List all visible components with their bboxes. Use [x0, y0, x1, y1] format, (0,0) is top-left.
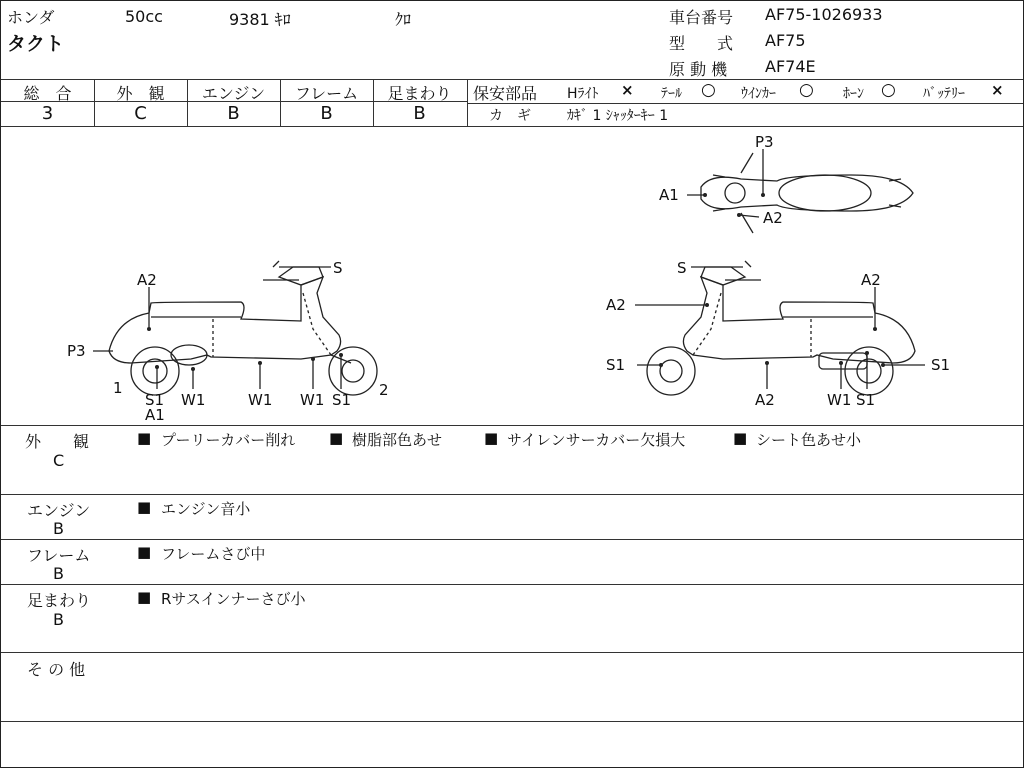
section-grade-suspension: B: [53, 610, 64, 629]
section-label-engine: エンジン: [27, 501, 91, 520]
bullet: ■: [484, 429, 499, 447]
divider: [1, 539, 1023, 540]
bullet: ■: [137, 588, 152, 606]
note-item: サイレンサーカバー欠損大: [507, 431, 686, 449]
divider: [1, 494, 1023, 495]
grade-label-overall: 総 合: [23, 84, 72, 103]
section-label-suspension: 足まわり: [27, 591, 92, 610]
label-a2: A2: [755, 391, 775, 409]
label-p3: P3: [67, 342, 86, 360]
divider: [1, 425, 1023, 426]
note-item: フレームさび中: [161, 545, 266, 563]
frame-no-label: 車台番号: [669, 8, 734, 27]
label-a2: A2: [606, 296, 626, 314]
grade-label-exterior: 外 観: [116, 84, 165, 103]
divider: [1, 721, 1023, 722]
section-grade-exterior: C: [53, 451, 65, 470]
type-label: 型 式: [669, 34, 734, 53]
grade-value-exterior: C: [134, 103, 147, 124]
note-item: 樹脂部色あせ: [352, 431, 443, 449]
label-s: S: [677, 259, 687, 277]
safety-item-headlight: Hﾗｲﾄ: [567, 86, 599, 102]
bullet: ■: [137, 429, 152, 447]
divider: [1, 79, 1023, 80]
section-label-other: そ の 他: [27, 660, 86, 679]
divider: [1, 584, 1023, 585]
label-1: 1: [113, 379, 123, 397]
mileage: 9381 ｷﾛ: [229, 10, 291, 29]
bullet: ■: [137, 543, 152, 561]
label-w1: W1: [248, 391, 273, 409]
safety-item-tail: ﾃｰﾙ: [661, 86, 682, 102]
label-a1: A1: [145, 406, 165, 424]
grade-value-suspension: B: [413, 103, 426, 124]
type-value: AF75: [765, 31, 806, 50]
label-w1: W1: [181, 391, 206, 409]
key-value: ｶｷﾞ 1 ｼｬｯﾀｰｷｰ 1: [567, 108, 669, 124]
section-grade-frame: B: [53, 564, 64, 583]
scooter-top-view: [701, 153, 913, 233]
key-label: カ ギ: [489, 108, 531, 124]
safety-mark-winker: ○: [799, 80, 814, 100]
safety-mark-horn: ○: [881, 80, 896, 100]
safety-mark-headlight: ×: [621, 81, 634, 99]
engine-label: 原 動 機: [669, 60, 728, 79]
label-a1: A1: [659, 186, 679, 204]
label-p3: P3: [755, 133, 774, 151]
grade-label-engine: エンジン: [201, 84, 266, 103]
divider: [467, 103, 1023, 104]
model-name: タクト: [7, 33, 65, 55]
safety-label: 保安部品: [473, 84, 538, 103]
label-s1: S1: [145, 391, 165, 409]
section-label-frame: フレーム: [27, 546, 91, 565]
bullet: ■: [137, 498, 152, 516]
displacement: 50cc: [125, 7, 163, 26]
grade-value-frame: B: [320, 103, 333, 124]
label-w1: W1: [300, 391, 325, 409]
label-s: S: [333, 259, 343, 277]
section-grade-engine: B: [53, 519, 64, 538]
section-label-exterior: 外 観: [25, 432, 90, 451]
note-item: シート色あせ小: [756, 431, 862, 449]
label-w1: W1: [827, 391, 852, 409]
grade-value-engine: B: [227, 103, 240, 124]
bullet: ■: [733, 429, 748, 447]
scooter-diagram: [1, 127, 1023, 425]
color: ｸﾛ: [395, 10, 412, 29]
grade-label-frame: フレーム: [294, 84, 359, 103]
safety-item-winker: ｳｲﾝｶｰ: [741, 86, 776, 102]
note-item: プーリーカバー削れ: [161, 431, 296, 449]
safety-mark-tail: ○: [701, 80, 716, 100]
engine-value: AF74E: [765, 57, 816, 76]
frame-no: AF75-1026933: [765, 5, 883, 24]
divider: [1, 652, 1023, 653]
grade-value-overall: 3: [41, 103, 54, 124]
label-a2: A2: [861, 271, 881, 289]
note-item: Rサスインナーさび小: [161, 590, 306, 608]
label-s1: S1: [332, 391, 352, 409]
note-item: エンジン音小: [161, 500, 251, 518]
grade-label-suspension: 足まわり: [387, 84, 452, 103]
safety-item-horn: ﾎｰﾝ: [843, 86, 864, 102]
safety-item-battery: ﾊﾞｯﾃﾘｰ: [923, 86, 965, 102]
label-a2: A2: [137, 271, 157, 289]
bullet: ■: [329, 429, 344, 447]
maker: ホンダ: [7, 8, 55, 27]
label-a2: A2: [763, 209, 783, 227]
safety-mark-battery: ×: [991, 81, 1004, 99]
label-s1: S1: [931, 356, 951, 374]
label-s1: S1: [856, 391, 876, 409]
label-s1: S1: [606, 356, 626, 374]
label-2: 2: [379, 381, 389, 399]
